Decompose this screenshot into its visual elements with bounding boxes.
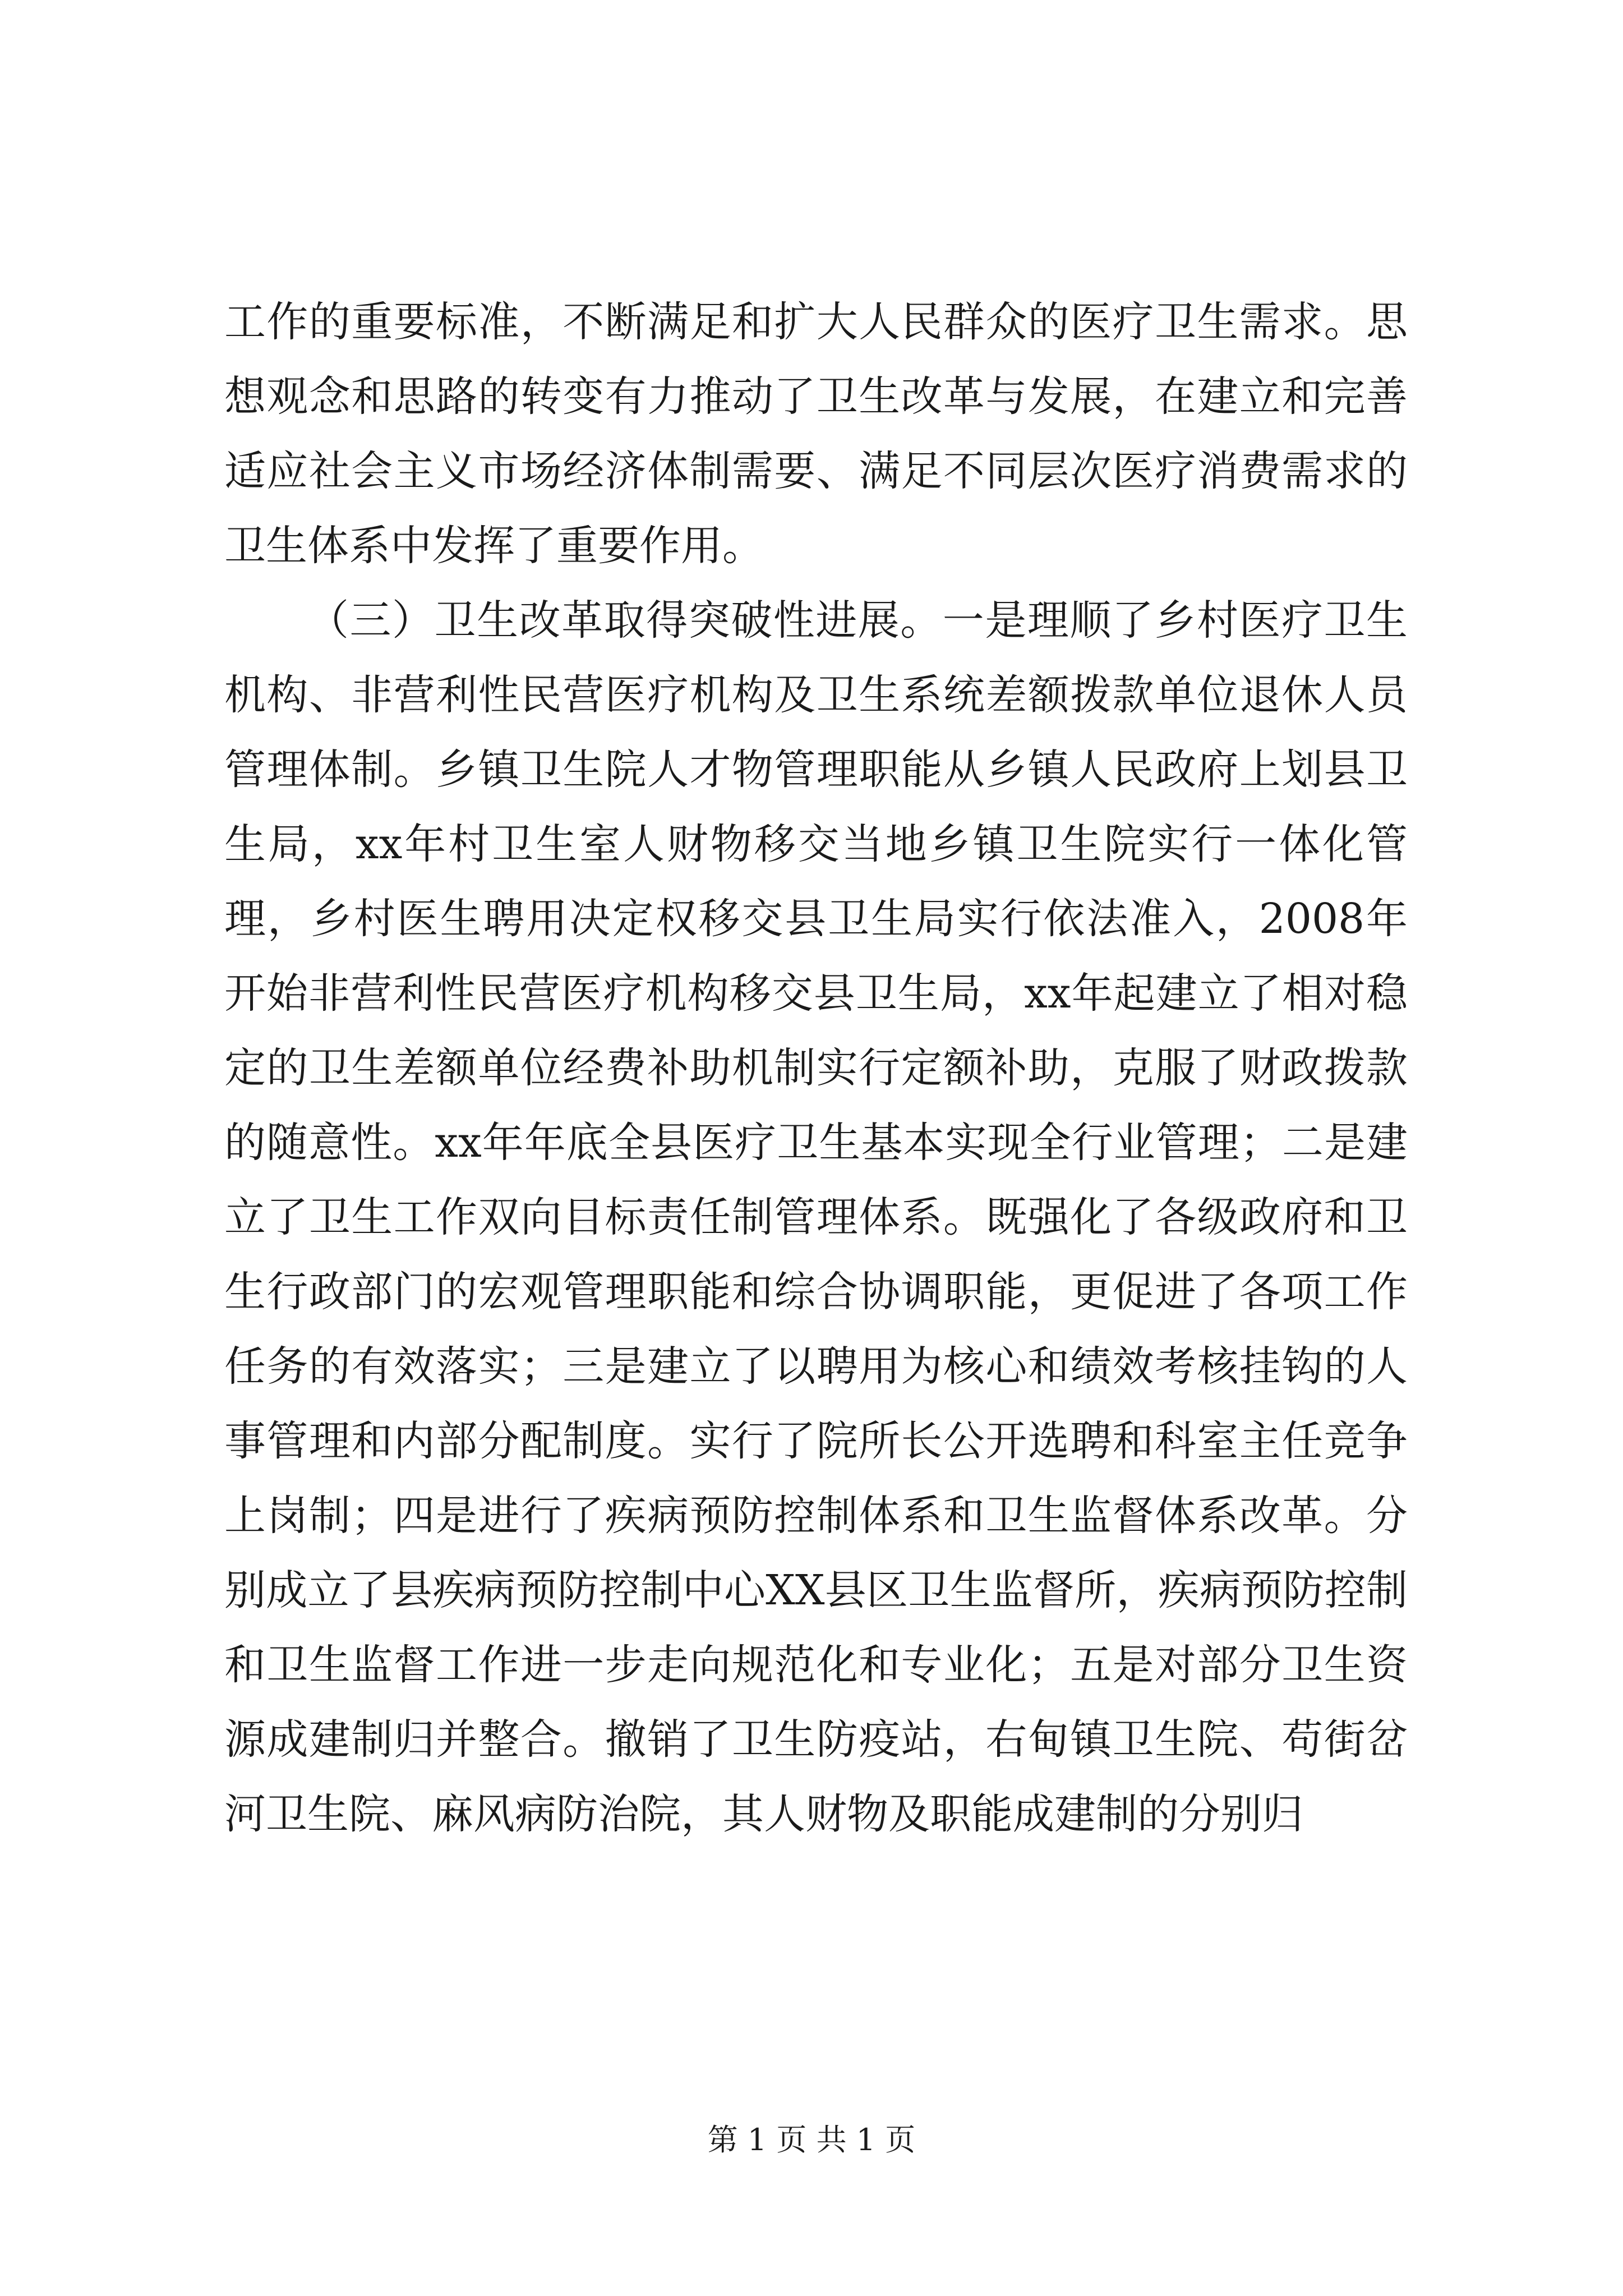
page-footer: 第 1 页 共 1 页 <box>707 2122 916 2157</box>
document-body <box>224 285 1408 1852</box>
paragraph-continued: 工作的重要标准，不断满足和扩大人民群众的医疗卫生需求。思想观念和思路的转变有力推动了卫生改革与发展，在建立和完善适应社会主义市场经济体制需要、满足不同层次医疗消费需求的卫生体系中发挥了重要作用。 <box>224 298 1408 570</box>
paragraph-section-three: （三）卫生改革取得突破性进展。一是理顺了乡村医疗卫生机构、非营利性民营医疗机构及卫生系统差额拨款单位退休人员管理体制。乡镇卫生院人才物管理职能从乡镇人民政府上划县卫生局，xx年村卫生室人财物移交当地乡镇卫生院实行一体化管理，乡村医生聘用决定权移交县卫生局实行依法准入，2008年开始非营利性民营医疗机构移交县卫生局，xx年起建立了相对稳定的卫生差额单位经费补助机制实行定额补助，克服了财政拨款的随意性。xx年年底全县医疗卫生基本实现全行业管理；二是建立了卫生工作双向目标责任制管理体系。既强化了各级政府和卫生行政部门的宏观管理职能和综合协调职能，更促进了各项工作任务的有效落实；三是建立了以聘用为核心和绩效考核挂钩的人事管理和内部分配制度。实行了院所长公开选聘和科室主任竞争上岗制；四是进行了疾病预防控制体系和卫生监督体系改革。分别成立了县疾病预防控制中心XX县区卫生监督所，疾病预防控制和卫生监督工作进一步走向规范化和专业化；五是对部分卫生资源成建制归并整合。撤销了卫生防疫站，右甸镇卫生院、苟街岔河卫生院、麻风病防治院，其人财物及职能成建制的分别归 <box>224 596 1408 1838</box>
